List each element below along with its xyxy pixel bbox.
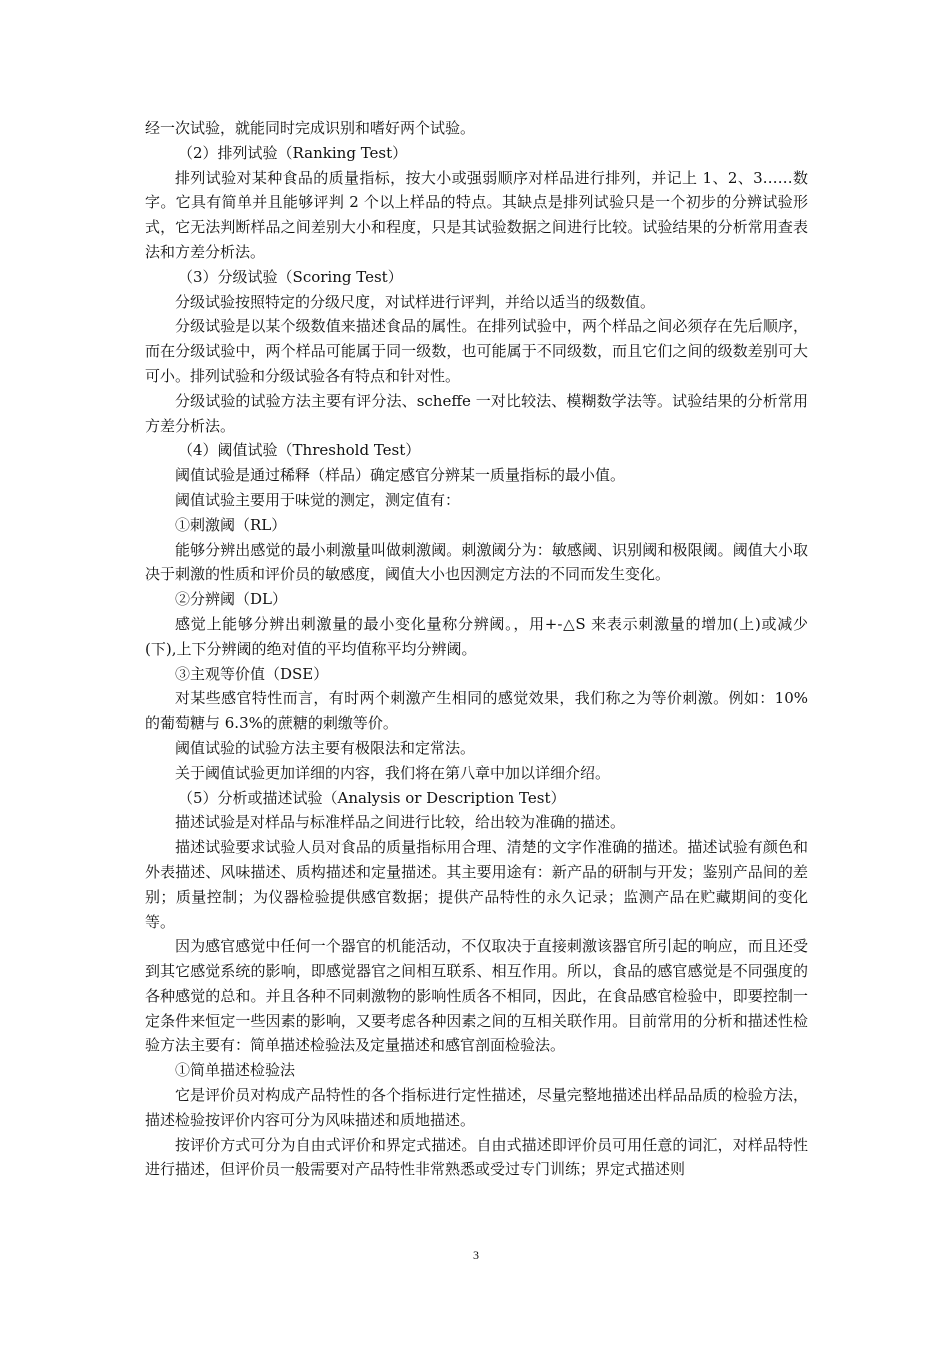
subheading: ①刺激阈（RL） <box>175 515 287 534</box>
section-heading: （4）阈值试验（Threshold Test） <box>178 441 421 460</box>
page-number: 3 <box>473 1248 479 1262</box>
subheading: ②分辨阈（DL） <box>175 590 287 609</box>
paragraph: 因为感官感觉中任何一个器官的机能活动，不仅取决于直接刺激该器官所引起的响应，而且还受到其它感觉系统的影响，即感觉器官之间相互联系、相互作用。所以，食品的感官感觉是不同强度的各种感觉的总和。并且各种不同刺激物的影响性质各不相同，因此，在食品感官检验中，即要控制一定条件来恒定一些因素的影响，又要考虑各种因素之间的互相关联作用。目前常用的分析和描述性检验方法主要有：简单描述检验法及定量描述和感官剖面检验法。 <box>145 937 808 1055</box>
paragraph: 分级试验是以某个级数值来描述食品的属性。在排列试验中，两个样品之间必须存在先后顺序，而在分级试验中，两个样品可能属于同一级数，也可能属于不同级数，而且它们之间的级数差别可大可小。排列试验和分级试验各有特点和针对性。 <box>145 317 808 385</box>
paragraph: 阈值试验的试验方法主要有极限法和定常法。 <box>175 738 476 757</box>
subheading: ①简单描述检验法 <box>175 1061 296 1080</box>
page-content <box>145 116 808 1182</box>
paragraph: 关于阈值试验更加详细的内容，我们将在第八章中加以详细介绍。 <box>175 763 611 782</box>
paragraph: 经一次试验，就能同时完成识别和嗜好两个试验。 <box>145 119 476 137</box>
section-heading: （3）分级试验（Scoring Test） <box>178 267 403 286</box>
paragraph: 感觉上能够分辨出刺激量的最小变化量称分辨阈。，用+-△S 来表示刺激量的增加(上)或减少(下),上下分辨阈的绝对值的平均值称平均分辨阈。 <box>145 614 808 658</box>
paragraph: 阈值试验是通过稀释（样品）确定感官分辨某一质量指标的最小值。 <box>175 466 626 485</box>
paragraph: 分级试验按照特定的分级尺度，对试样进行评判，并给以适当的级数值。 <box>175 292 656 311</box>
paragraph: 排列试验对某种食品的质量指标，按大小或强弱顺序对样品进行排列，并记上 1、2、3……数字。它具有简单并且能够评判 2 个以上样品的特点。其缺点是排列试验只是一个初步的分辨试验形式，它无法判断样品之间差别大小和程度，只是其试验数据之间进行比较。试验结果的分析常用查表法和方差分析法。 <box>145 168 808 261</box>
paragraph: 分级试验的试验方法主要有评分法、scheffe 一对比较法、模糊数学法等。试验结果的分析常用方差分析法。 <box>145 391 808 435</box>
paragraph: 对某些感官特性而言，有时两个刺激产生相同的感觉效果，我们称之为等价刺激。例如：10%的葡萄糖与 6.3%的蔗糖的刺缴等价。 <box>145 689 808 733</box>
paragraph: 描述试验要求试验人员对食品的质量指标用合理、清楚的文字作准确的描述。描述试验有颜色和外表描述、风味描述、质构描述和定量描述。其主要用途有：新产品的研制与开发；鉴别产品间的差别；质量控制；为仪器检验提供感官数据；提供产品特性的永久记录；监测产品在贮藏期间的变化等。 <box>145 838 808 931</box>
paragraph: 阈值试验主要用于味觉的测定，测定值有： <box>175 490 461 509</box>
paragraph: 它是评价员对构成产品特性的各个指标进行定性描述，尽量完整地描述出样品品质的检验方法，描述检验按评价内容可分为风味描述和质地描述。 <box>145 1086 808 1129</box>
subheading: ③主观等价值（DSE） <box>175 664 329 683</box>
paragraph: 按评价方式可分为自由式评价和界定式描述。自由式描述即评价员可用任意的词汇，对样品特性进行描述，但评价员一般需要对产品特性非常熟悉或受过专门训练；界定式描述则 <box>145 1135 808 1179</box>
section-heading: （5）分析或描述试验（Analysis or Description Test） <box>178 788 566 807</box>
paragraph: 描述试验是对样品与标准样品之间进行比较，给出较为准确的描述。 <box>175 813 626 832</box>
paragraph: 能够分辨出感觉的最小刺激量叫做刺激阈。刺激阈分为：敏感阈、识别阈和极限阈。阈值大小取决于刺激的性质和评价员的敏感度，阈值大小也因测定方法的不同而发生变化。 <box>145 540 808 584</box>
section-heading: （2）排列试验（Ranking Test） <box>178 143 408 162</box>
